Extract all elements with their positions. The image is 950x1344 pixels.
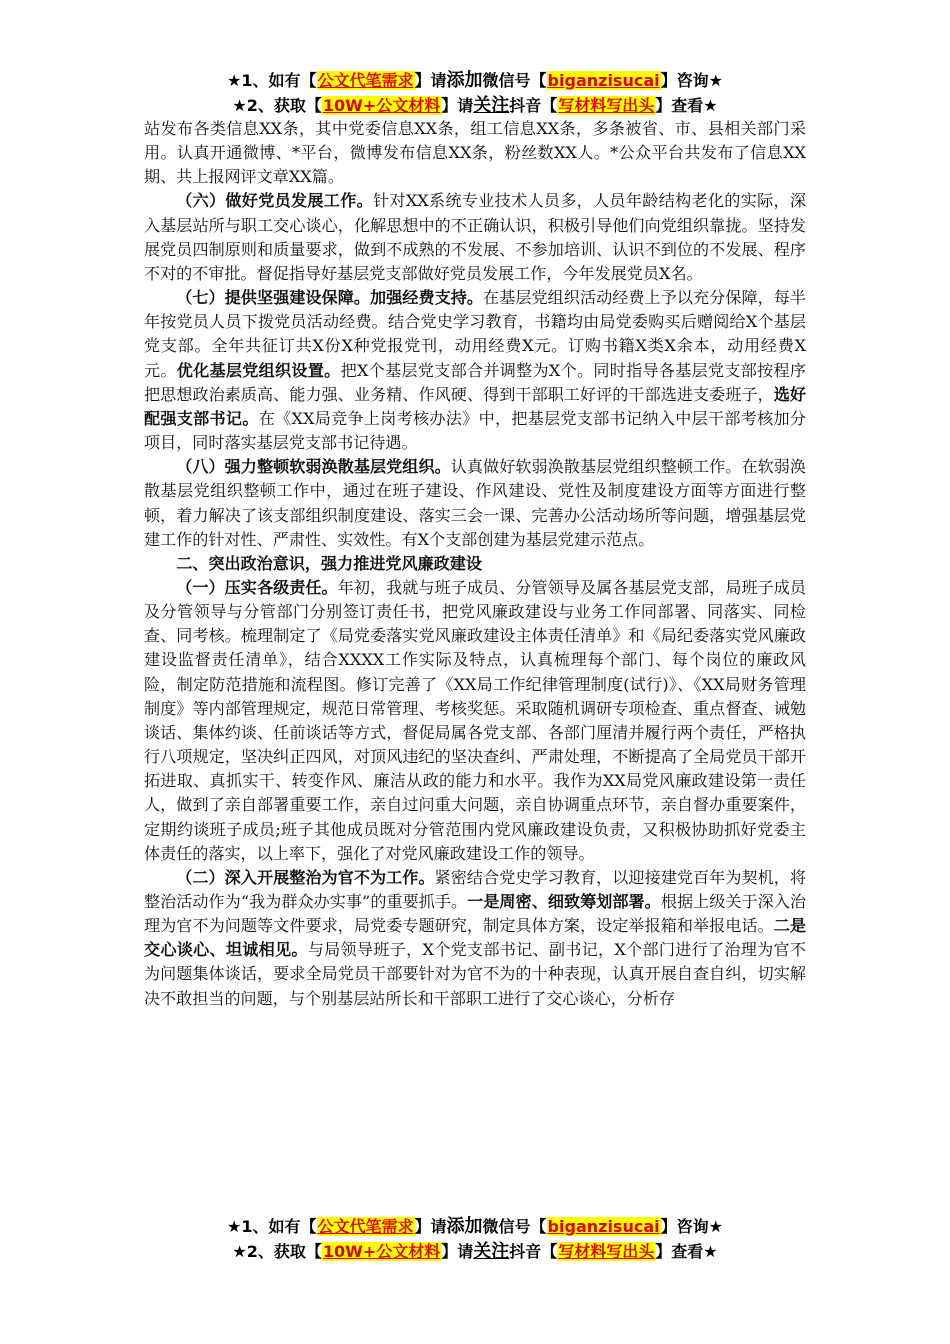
promo-line-1: ★1、如有【公文代笔需求】请添加微信号【biganzisucai】咨询★ [227,1216,723,1237]
section-lead: （六）做好党员发展工作。 [176,191,374,211]
promo-line-1: ★1、如有【公文代笔需求】请添加微信号【biganzisucai】咨询★ [227,70,723,91]
douyin-id-highlight: 写材料写出头 [558,96,655,115]
paragraph-rectification: （二）深入开展整治为官不为工作。紧密结合党史学习教育，以迎接建党百年为契机，将整治活动作为“我为群众办实事”的重要抓手。一是周密、细致筹划部署。根据上级关于深入治理为官不为问题等文件要求，局党委专题研究，制定具体方案，设定举报箱和举报电话。二是交心谈心、坦诚相见。与局领导班子，X个党支部书记、副书记，X个部门进行了治理为官不为问题集体谈话，要求全局党员干部要针对为官不为的十种表现，认真开展自查自纠，切实解决不敢担当的问题，与个别基层站所长和干部职工进行了交心谈心，分析存 [144,867,807,1008]
materials-highlight: 10W+公文材料 [322,1242,441,1261]
douyin-id-highlight: 写材料写出头 [558,1242,655,1261]
materials-highlight: 10W+公文材料 [322,96,441,115]
service-highlight: 公文代笔需求 [317,71,414,90]
paragraph-weak-organizations: （八）强力整顿软弱涣散基层党组织。认真做好软弱涣散基层党组织整顿工作。在软弱涣散基层党组织整顿工作中，通过在班子建设、作风建设、党性及制度建设方面等方面进行整顿，着力解决了该支部组织制度建设、落实三会一课、完善办公活动场所等问题，增强基层党建工作的针对性、严肃性、实效性。有X个支部创建为基层党建示范点。 [144,457,807,549]
wechat-id-highlight: biganzisucai [547,71,660,90]
section-lead: （七）提供坚强建设保障。加强经费支持。 [176,288,484,308]
document-body [144,117,806,1011]
promo-banner-bottom [0,1214,950,1264]
promo-line-2: ★2、获取【10W+公文材料】请关注抖音【写材料写出头】查看★ [232,1241,718,1262]
section-lead: （八）强力整顿软弱涣散基层党组织。 [176,457,451,477]
paragraph-construction-guarantee: （七）提供坚强建设保障。加强经费支持。在基层党组织活动经费上予以充分保障，每半年按党员人员下拨党员活动经费。结合党史学习教育，书籍均由局党委购买后赠阅给X个基层党支部。全年共征订共X份X种党报党刊，动用经费X元。订购书籍X类X余本，动用经费X元。优化基层党组织设置。把X个基层党支部合并调整为X个。同时指导各基层党支部按程序把思想政治素质高、能力强、业务精、作风硬、得到干部职工好评的干部选进支委班子，选好配强支部书记。在《XX局竞争上岗考核办法》中，把基层党支部书记纳入中层干部考核加分项目，同时落实基层党支部书记待遇。 [144,288,807,453]
paragraph-publicity: 站发布各类信息XX条，其中党委信息XX条，组工信息XX条，多条被省、市、县相关部门采用。认真开通微博、*平台，微博发布信息XX条，粉丝数XX人。*公众平台共发布了信息XX期、共上报网评文章XX篇。 [144,119,806,187]
paragraph-responsibility: （一）压实各级责任。年初，我就与班子成员、分管领导及属各基层党支部，局班子成员及分管领导与分管部门分别签订责任书，把党风廉政建设与业务工作同部署、同落实、同检查、同考核。梳理制定了《局党委落实党风廉政建设主体责任清单》和《局纪委落实党风廉政建设监督责任清单》，结合XXXX工作实际及特点，认真梳理每个部门、每个岗位的廉政风险，制定防范措施和流程图。修订完善了《XX局工作纪律管理制度(试行)》、《XX局财务管理制度》等内部管理规定，规范日常管理、考核奖惩。采取随机调研专项检查、重点督查、诫勉谈话、集体约谈、任前谈话等方式，督促局属各党支部、各部门厘清并履行两个责任，严格执行八项规定，坚决纠正四风，对顶风违纪的坚决查纠、严肃处理，不断提高了全局党员干部开拓进取、真抓实干、转变作风、廉洁从政的能力和水平。我作为XX局党风廉政建设第一责任人，做到了亲自部署重要工作，亲自过问重大问题，亲自协调重点环节，亲自督办重要案件，定期约谈班子成员;班子其他成员既对分管范围内党风廉政建设负责，又积极协助抓好党委主体责任的落实，以上率下，强化了对党风廉政建设工作的领导。 [144,577,807,863]
promo-line-2: ★2、获取【10W+公文材料】请关注抖音【写材料写出头】查看★ [232,95,718,116]
promo-banner-top [0,68,950,118]
service-highlight: 公文代笔需求 [317,1217,414,1236]
paragraph-party-member-development: （六）做好党员发展工作。针对XX系统专业技术人员多，人员年龄结构老化的实际，深入基层站所与职工交心谈心，化解思想中的不正确认识，积极引导他们向党组织靠拢。坚持发展党员四制原则和质量要求，做到不成熟的不发展、不参加培训、认识不到位的不发展、程序不对的不审批。督促指导好基层党支部做好党员发展工作，今年发展党员X名。 [144,191,807,283]
section-lead: （二）深入开展整治为官不为工作。 [176,867,435,887]
section-lead: （一）压实各级责任。 [176,577,338,597]
section-heading-2: 二、突出政治意识，强力推进党风廉政建设 [176,553,482,573]
wechat-id-highlight: biganzisucai [547,1217,660,1236]
